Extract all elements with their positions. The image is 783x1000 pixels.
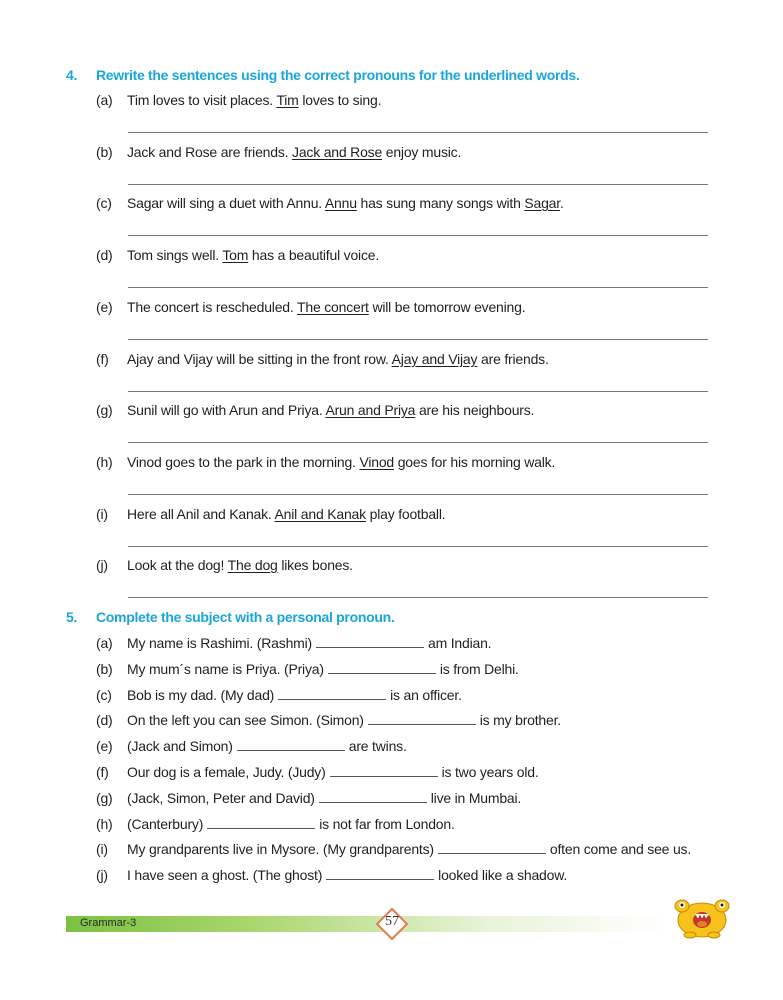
underlined-word: Tim xyxy=(276,92,299,108)
answer-line[interactable] xyxy=(128,442,708,443)
item-label: (f) xyxy=(96,764,109,780)
q5-item xyxy=(96,661,519,677)
item-label: (d) xyxy=(96,712,113,728)
answer-blank[interactable] xyxy=(319,802,427,803)
q5-item xyxy=(96,841,691,857)
q5-item xyxy=(96,738,407,754)
item-label: (h) xyxy=(96,454,113,470)
sentence-text: Jack and Rose are friends. xyxy=(127,144,293,160)
answer-line[interactable] xyxy=(128,132,708,133)
question-title: Rewrite the sentences using the correct pronouns for the underlined words. xyxy=(96,67,580,83)
answer-line[interactable] xyxy=(128,546,708,547)
sentence-text: are his neighbours. xyxy=(415,402,535,418)
sentence-text: am Indian. xyxy=(428,635,492,651)
item-label: (b) xyxy=(96,144,113,160)
question-4-heading xyxy=(66,67,579,83)
sentence-text: Ajay and Vijay will be sitting in the front row. xyxy=(127,351,392,367)
item-label: (i) xyxy=(96,506,108,522)
underlined-word: Annu xyxy=(324,195,357,211)
underlined-word: The concert xyxy=(297,299,369,315)
sentence-text: live in Mumbai. xyxy=(430,790,522,806)
item-label: (b) xyxy=(96,661,113,677)
q4-item xyxy=(96,506,445,522)
sentence-text: I have seen a ghost. (The ghost) xyxy=(127,867,323,883)
sentence-text: often come and see us. xyxy=(549,841,692,857)
sentence-text: Bob is my dad. (My dad) xyxy=(127,687,275,703)
sentence-text: has a beautiful voice. xyxy=(248,247,380,263)
answer-line[interactable] xyxy=(128,339,708,340)
item-label: (e) xyxy=(96,738,113,754)
item-label: (j) xyxy=(96,557,108,573)
sentence-text: Sagar will sing a duet with Annu. xyxy=(127,195,325,211)
question-number: 4. xyxy=(66,67,78,83)
q4-item xyxy=(96,402,534,418)
sentence-text: Vinod goes to the park in the morning. xyxy=(127,454,360,470)
q4-item xyxy=(96,557,353,573)
sentence-text: The concert is rescheduled. xyxy=(127,299,298,315)
sentence-text: My name is Rashimi. (Rashmi) xyxy=(127,635,312,651)
item-label: (h) xyxy=(96,816,113,832)
sentence-text: goes for his morning walk. xyxy=(394,454,556,470)
answer-blank[interactable] xyxy=(368,724,476,725)
answer-blank[interactable] xyxy=(330,776,438,777)
answer-blank[interactable] xyxy=(237,750,345,751)
page-number: 57 xyxy=(385,914,399,929)
sentence-text: On the left you can see Simon. (Simon) xyxy=(127,712,364,728)
monster-mascot-icon xyxy=(672,890,732,940)
q4-item xyxy=(96,92,381,108)
footer-bar xyxy=(66,916,666,932)
item-label: (i) xyxy=(96,841,108,857)
sentence-text: likes bones. xyxy=(277,557,353,573)
sentence-text: Tim loves to visit places. xyxy=(127,92,277,108)
answer-line[interactable] xyxy=(128,494,708,495)
underlined-word: Vinod xyxy=(359,454,394,470)
q5-item xyxy=(96,764,539,780)
item-label: (a) xyxy=(96,92,113,108)
q5-item xyxy=(96,816,455,832)
item-label: (e) xyxy=(96,299,113,315)
question-5-heading xyxy=(66,609,394,625)
underlined-word: Ajay and Vijay xyxy=(391,351,478,367)
sentence-text: enjoy music. xyxy=(382,144,462,160)
sentence-text: Sunil will go with Arun and Priya. xyxy=(127,402,326,418)
item-label: (g) xyxy=(96,402,113,418)
sentence-text: Here all Anil and Kanak. xyxy=(127,506,275,522)
sentence-text: are friends. xyxy=(477,351,549,367)
sentence-text: Tom sings well. xyxy=(127,247,223,263)
q5-item xyxy=(96,712,561,728)
underlined-word: Tom xyxy=(222,247,249,263)
underlined-word: Anil and Kanak xyxy=(274,506,366,522)
question-number: 5. xyxy=(66,609,78,625)
item-label: (c) xyxy=(96,687,112,703)
answer-blank[interactable] xyxy=(278,699,386,700)
q5-item xyxy=(96,867,567,883)
item-label: (f) xyxy=(96,351,109,367)
sentence-text: is from Delhi. xyxy=(439,661,519,677)
item-label: (d) xyxy=(96,247,113,263)
item-label: (a) xyxy=(96,635,113,651)
q4-item xyxy=(96,351,549,367)
item-label: (j) xyxy=(96,867,108,883)
sentence-text: My mum´s name is Priya. (Priya) xyxy=(127,661,324,677)
q4-item xyxy=(96,299,525,315)
sentence-text: has sung many songs with xyxy=(356,195,525,211)
answer-line[interactable] xyxy=(128,184,708,185)
answer-blank[interactable] xyxy=(207,828,315,829)
underlined-word: Arun and Priya xyxy=(325,402,416,418)
answer-blank[interactable] xyxy=(438,853,546,854)
sentence-text: is two years old. xyxy=(441,764,539,780)
sentence-text: Look at the dog! xyxy=(127,557,228,573)
q5-item xyxy=(96,790,521,806)
sentence-text: looked like a shadow. xyxy=(438,867,568,883)
q4-item xyxy=(96,195,564,211)
q5-item xyxy=(96,635,491,651)
sentence-text: are twins. xyxy=(348,738,407,754)
sentence-text: is an officer. xyxy=(390,687,462,703)
sentence-text: (Jack, Simon, Peter and David) xyxy=(127,790,315,806)
answer-blank[interactable] xyxy=(326,879,434,880)
book-title: Grammar-3 xyxy=(80,917,137,929)
sentence-text: . xyxy=(559,195,564,211)
sentence-text: Our dog is a female, Judy. (Judy) xyxy=(127,764,326,780)
answer-blank[interactable] xyxy=(316,647,424,648)
q4-item xyxy=(96,247,379,263)
underlined-word: The dog xyxy=(227,557,278,573)
question-title: Complete the subject with a personal pronoun. xyxy=(96,609,395,625)
answer-line[interactable] xyxy=(128,235,708,236)
sentence-text: loves to sing. xyxy=(298,92,382,108)
sentence-text: will be tomorrow evening. xyxy=(368,299,526,315)
answer-line[interactable] xyxy=(128,391,708,392)
underlined-word: Sagar xyxy=(524,195,560,211)
answer-line[interactable] xyxy=(128,287,708,288)
item-label: (c) xyxy=(96,195,112,211)
item-label: (g) xyxy=(96,790,113,806)
q5-item xyxy=(96,687,462,703)
sentence-text: play football. xyxy=(365,506,446,522)
q4-item xyxy=(96,454,555,470)
answer-blank[interactable] xyxy=(328,673,436,674)
sentence-text: is not far from London. xyxy=(319,816,455,832)
sentence-text: (Jack and Simon) xyxy=(127,738,233,754)
underlined-word: Jack and Rose xyxy=(292,144,383,160)
q4-item xyxy=(96,144,461,160)
sentence-text: is my brother. xyxy=(479,712,561,728)
answer-line[interactable] xyxy=(128,597,708,598)
sentence-text: (Canterbury) xyxy=(127,816,204,832)
sentence-text: My grandparents live in Mysore. (My grandparents) xyxy=(127,841,434,857)
